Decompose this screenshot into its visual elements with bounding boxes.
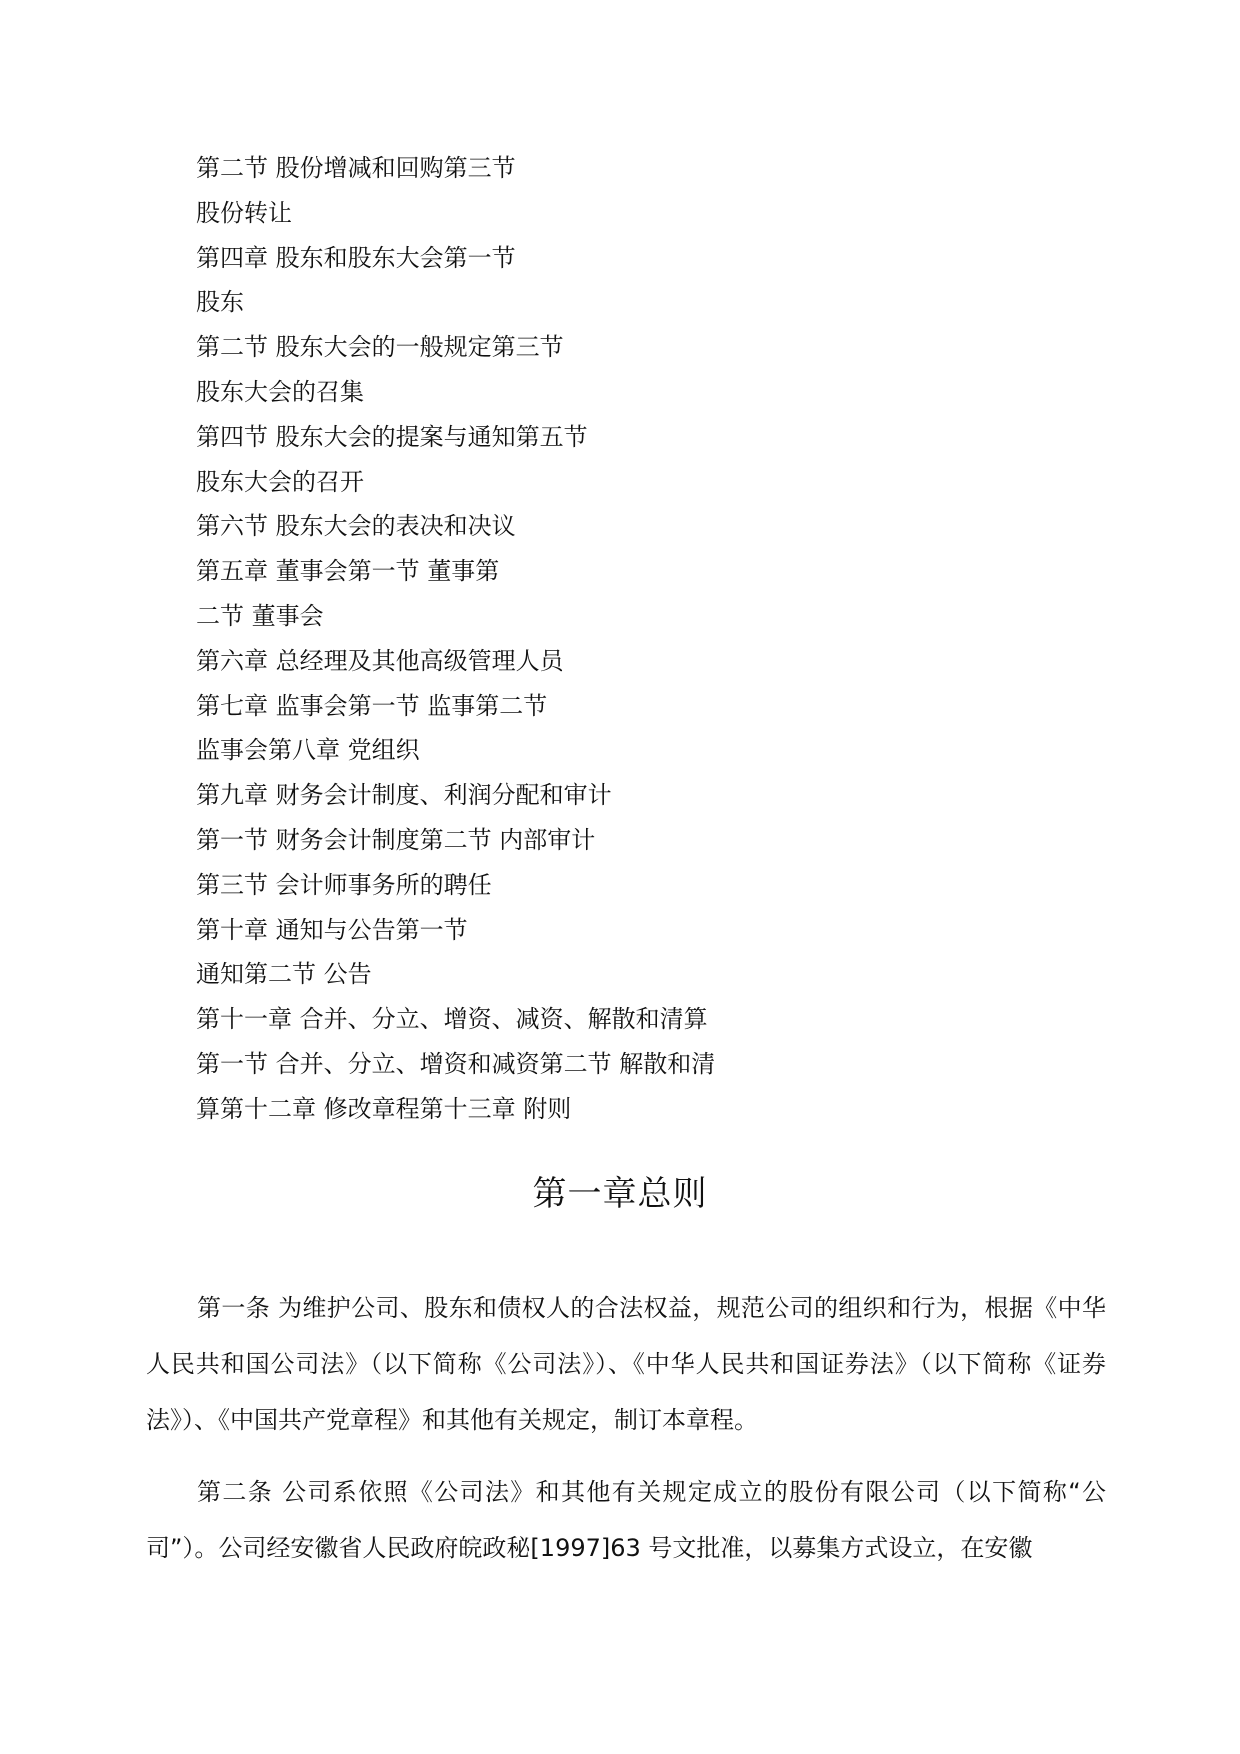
- chapter-title: 第一章总则: [532, 1174, 708, 1214]
- toc-line: 二节 董事会: [196, 601, 324, 630]
- toc-line: 算第十二章 修改章程第十三章 附则: [196, 1094, 572, 1123]
- toc-line: 第一节 合并、分立、增资和减资第二节 解散和清: [196, 1049, 716, 1078]
- toc-line: 第五章 董事会第一节 董事第: [196, 557, 500, 586]
- article-paragraph: 第二条 公司系依照《公司法》和其他有关规定成立的股份有限公司（以下简称“公司”）。公司经安徽省人民政府皖政秘[1997]63 号文批准，以募集方式设立，在安徽: [146, 1478, 1106, 1562]
- toc-line: 第六节 股东大会的表决和决议: [196, 512, 516, 541]
- toc-line: 通知第二节 公告: [196, 960, 372, 989]
- table-of-contents: [196, 146, 1096, 1132]
- toc-line: 第十章 通知与公告第一节: [196, 915, 468, 944]
- toc-line: 监事会第八章 党组织: [196, 736, 420, 765]
- toc-line: 第三节 会计师事务所的聘任: [196, 870, 492, 899]
- toc-line: 第四章 股东和股东大会第一节: [196, 243, 516, 272]
- toc-line: 第二节 股份增减和回购第三节: [196, 154, 516, 182]
- toc-line: 第九章 财务会计制度、利润分配和审计: [196, 781, 612, 810]
- toc-line: 第六章 总经理及其他高级管理人员: [196, 646, 564, 675]
- toc-line: 股东: [196, 288, 244, 317]
- toc-line: 股东大会的召集: [196, 377, 364, 406]
- toc-line: 第十一章 合并、分立、增资、减资、解散和清算: [196, 1005, 708, 1034]
- toc-line: 第四节 股东大会的提案与通知第五节: [196, 422, 588, 451]
- article-paragraph: 第一条 为维护公司、股东和债权人的合法权益，规范公司的组织和行为，根据《中华人民共和国公司法》（以下简称《公司法》）、《中华人民共和国证券法》（以下简称《证券法》）、《中国共产党章程》和其他有关规定，制订本章程。: [146, 1294, 1106, 1434]
- toc-line: 第二节 股东大会的一般规定第三节: [196, 333, 564, 362]
- toc-line: 第一节 财务会计制度第二节 内部审计: [196, 825, 596, 854]
- toc-line: 股份转让: [196, 198, 292, 227]
- toc-line: 股东大会的召开: [196, 467, 364, 496]
- toc-line: 第七章 监事会第一节 监事第二节: [196, 691, 548, 720]
